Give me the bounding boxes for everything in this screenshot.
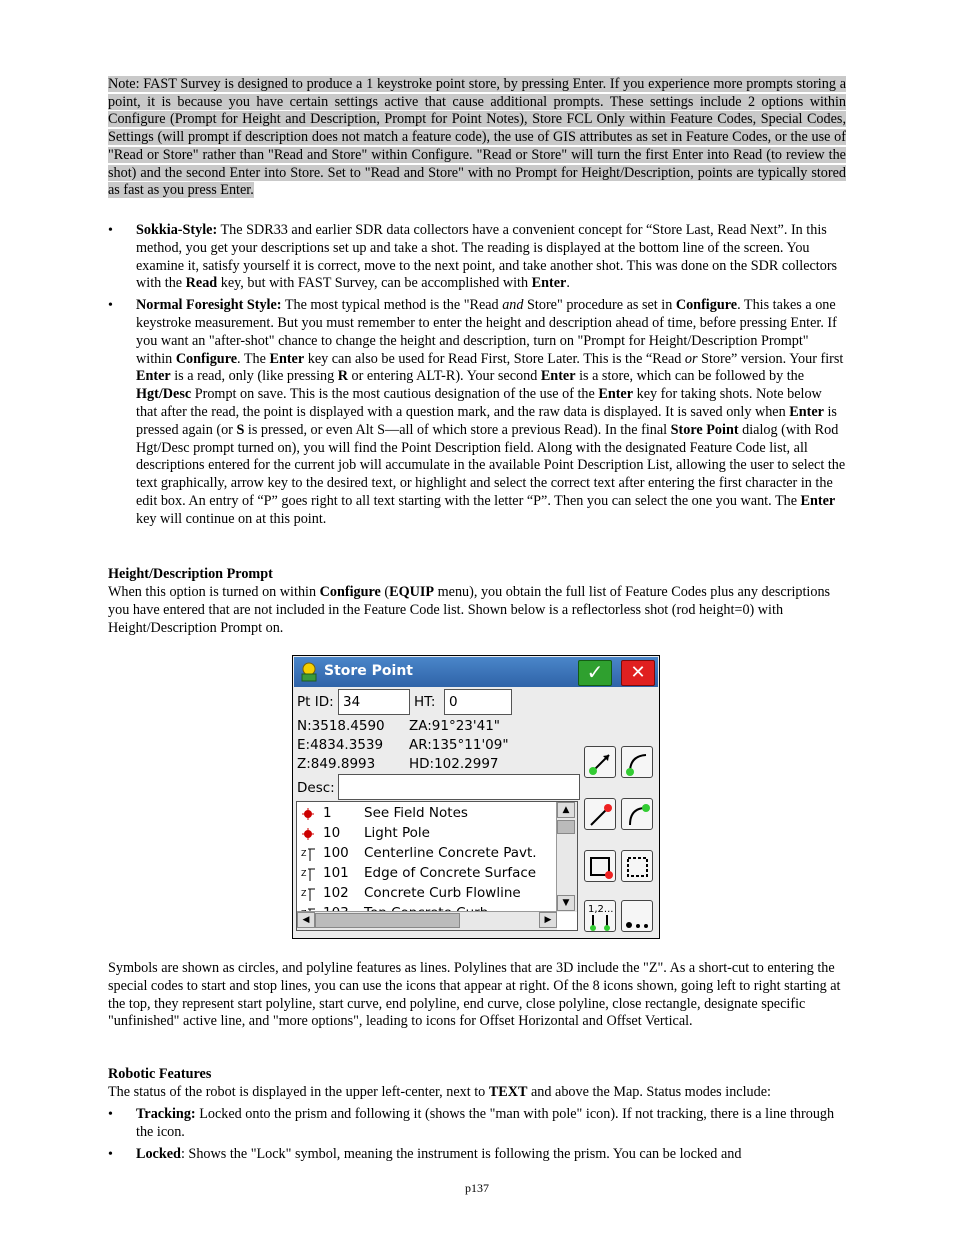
scroll-right-icon[interactable]: ▶ — [539, 912, 557, 928]
more-options-icon — [622, 901, 654, 933]
point-symbol-icon — [301, 827, 315, 841]
angle-right-value: AR:135°11'09" — [409, 737, 509, 753]
zenith-angle-value: ZA:91°23'41" — [409, 718, 500, 734]
svg-text:Z: Z — [301, 869, 307, 878]
check-icon: ✓ — [586, 660, 604, 684]
bullet-title: Normal Foresight Style: — [136, 297, 282, 314]
key-read: Read — [185, 275, 218, 292]
ok-button[interactable] — [578, 660, 612, 686]
feature-code: 100 — [323, 845, 349, 861]
page-number: p137 — [465, 1181, 489, 1195]
bullet-locked — [108, 1146, 846, 1164]
robotic-paragraph: The status of the robot is displayed in the upper left-center, next to TEXT and above the Map. Status modes include: — [108, 1084, 771, 1100]
robot-status-bullets — [108, 1106, 846, 1167]
list-item[interactable] — [297, 844, 557, 864]
feature-description: Light Pole — [364, 825, 430, 841]
ptid-input[interactable]: 34 — [338, 689, 410, 715]
feature-code: 102 — [323, 885, 349, 901]
bullet-title: Sokkia-Style: — [136, 222, 218, 238]
note-paragraph — [108, 76, 846, 200]
close-polyline-button[interactable] — [584, 850, 616, 882]
close-rectangle-icon — [622, 851, 654, 883]
height-input[interactable]: 0 — [444, 689, 512, 715]
heading-robotic-features: Robotic Features — [108, 1066, 212, 1082]
bullet-text: . — [566, 275, 570, 292]
svg-text:Z: Z — [301, 889, 307, 898]
feature-description: Edge of Concrete Surface — [364, 865, 537, 881]
feature-code: 1 — [323, 805, 332, 821]
cancel-button[interactable] — [621, 660, 655, 686]
vertical-scrollbar[interactable] — [556, 802, 577, 912]
bullet-title: Locked — [136, 1145, 181, 1162]
end-polyline-icon — [585, 799, 617, 831]
end-curve-icon — [622, 799, 654, 831]
symbols-paragraph: Symbols are shown as circles, and polyline features as lines. Polylines that are 3D include the "Z". As a short-cut to entering the special codes to start and stop lines, you can use the icons that appear at right. Of the 8 icons shown, going left to right starting at the top, they represent start polyline, start curve, end polyline, end curve, close polyline, close rectangle, designate specific "unfinished" active line, and "more options", leading to icons for Offset Horizontal and Offset Vertical. — [108, 960, 841, 1030]
bullet-tracking — [108, 1106, 846, 1142]
list-item[interactable] — [297, 884, 557, 904]
feature-description: Concrete Curb Flowline — [364, 885, 521, 901]
northing-value: N:3518.4590 — [297, 718, 385, 734]
scroll-thumb[interactable] — [557, 820, 575, 834]
feature-description: See Field Notes — [364, 805, 468, 821]
feature-code: 10 — [323, 825, 341, 841]
more-options-button[interactable] — [621, 900, 653, 932]
dialog-title: Store Point — [324, 663, 414, 679]
bullet-text: : Shows the "Lock" symbol, meaning the instrument is following the prism. You can be locked and — [180, 1145, 742, 1162]
desc-label: Desc: — [297, 780, 335, 796]
horizontal-distance-value: HD:102.2997 — [409, 756, 499, 772]
store-point-dialog — [292, 655, 660, 939]
surveyor-icon — [298, 661, 320, 683]
easting-value: E:4834.3539 — [297, 737, 384, 753]
list-item[interactable] — [297, 864, 557, 884]
list-item[interactable] — [297, 824, 557, 844]
dialog-titlebar — [294, 657, 658, 687]
bullet-text: Locked onto the prism and following it (shows the "man with pole" icon). If not tracking, there is a line through the icon. — [136, 1106, 835, 1140]
bullet-icon: • — [108, 298, 113, 314]
note-text: Note: FAST Survey is designed to produce a 1 keystroke point store, by pressing Enter. If you experience more prompts storing a point, it is because you have certain settings active that cause additional prompts. These settings include 2 options within Configure (Prompt for Height and Description, Prompt for Point Notes), Store FCL Only within Feature Codes, Special Codes, Settings (will prompt if description does not match a feature code), the use of GIS attributes as set in Feature Codes, or the use of "Read or Store" rather than "Read and Store" within Configure. "Read or Store" will turn the first Enter into Read (to review the shot) and the second Enter into Store. Set to "Read and Store" with no Prompt for Height/Description, points are typically stored as fast as you press Enter. — [108, 76, 846, 199]
start-curve-button[interactable] — [621, 746, 653, 778]
key-enter: Enter — [531, 275, 567, 292]
list-item[interactable] — [297, 804, 557, 824]
start-polyline-button[interactable] — [584, 746, 616, 778]
description-list[interactable] — [296, 801, 578, 931]
description-input[interactable] — [338, 774, 580, 800]
point-symbol-icon — [301, 807, 315, 821]
scroll-thumb-horizontal[interactable] — [315, 913, 460, 928]
scroll-up-icon[interactable]: ▲ — [557, 802, 575, 818]
height-description-paragraph: When this option is turned on within Configure (EQUIP menu), you obtain the full list of Feature Codes plus any descriptions you have entered that are not included in the Feature Code list. Shown below is a reflectorless shot (rod height=0) with Height/Description Prompt on. — [108, 584, 831, 636]
bullet-text: The SDR33 and earlier SDR data collectors have a convenient concept for “Store Last, Read Next”. In this method, you get your descriptions set up and take a shot. The reading is displayed at the bottom line of the screen. You examine it, satisfy yourself it is correct, move to the next point, and take another shot. This was done on the SDR collectors with the — [136, 222, 838, 292]
end-polyline-button[interactable] — [584, 798, 616, 830]
feature-code: 101 — [323, 865, 349, 881]
active-line-icon — [585, 901, 617, 933]
heading-height-description: Height/Description Prompt — [108, 566, 273, 582]
close-rectangle-button[interactable] — [621, 850, 653, 882]
end-curve-button[interactable] — [621, 798, 653, 830]
elevation-value: Z:849.8993 — [297, 756, 376, 772]
start-polyline-icon — [585, 747, 617, 779]
svg-text:Z: Z — [301, 849, 307, 858]
bullet-icon: • — [108, 1107, 113, 1122]
bullet-sokkia — [108, 222, 846, 293]
bullet-text: The most typical method is the "Read and Store" procedure as set in Configure. This takes a one keystroke measurement. But you must remember to enter the height and description ahead of time, before pressing Enter. If you want an "after-shot" chance to change the height and description, turn on "Prompt for Height/Description Prompt" within Configure. The Enter key can also be used for Read First, Store Later. This is the “Read or Store” version. Your first Enter is a read, only (like pressing R or entering ALT-R). Your second Enter is a store, which can be followed by the Hgt/Desc Prompt on save. This is the most cautious designation of the use of the Enter key for taking shots. Note below that after the read, the point is displayed with a question mark, and the raw data is displayed. It is saved only when Enter is pressed again (or S is pressed, or even Alt S—all of which store a previous Read). In the final Store Point dialog (with Rod Hgt/Desc prompt turned on), you will find the Point Description field. Along with the designated Feature Code list, all descriptions entered for the current job will accumulate in the available Point Description List, allowing the user to select the text graphically, arrow key to the desired text, or highlight and select the correct text after entering the first character in the edit box. An entry of “P” goes right to all text starting with the letter “P”. Then you can select the one you want. The Enter key will continue on at this point. — [136, 297, 846, 527]
close-polyline-icon — [585, 851, 617, 883]
close-icon: ✕ — [630, 662, 646, 683]
ht-label: HT: — [414, 694, 436, 710]
active-line-label: 1,2... — [588, 904, 614, 915]
style-bullets — [108, 222, 846, 533]
active-line-button[interactable] — [584, 900, 616, 932]
horizontal-scrollbar[interactable] — [297, 911, 557, 930]
bullet-icon: • — [108, 223, 113, 238]
bullet-title: Tracking: — [136, 1106, 196, 1122]
ptid-label: Pt ID: — [297, 694, 334, 710]
bullet-text: key, but with FAST Survey, can be accomplished with — [217, 275, 532, 292]
feature-description: Centerline Concrete Pavt. — [364, 845, 537, 861]
start-curve-icon — [622, 747, 654, 779]
bullet-normal-foresight — [108, 297, 846, 528]
3d-polyline-icon — [301, 887, 315, 901]
scroll-left-icon[interactable]: ◀ — [297, 912, 315, 928]
scroll-down-icon[interactable]: ▼ — [557, 895, 575, 911]
3d-polyline-icon — [301, 867, 315, 881]
bullet-icon: • — [108, 1146, 113, 1162]
3d-polyline-icon — [301, 847, 315, 861]
